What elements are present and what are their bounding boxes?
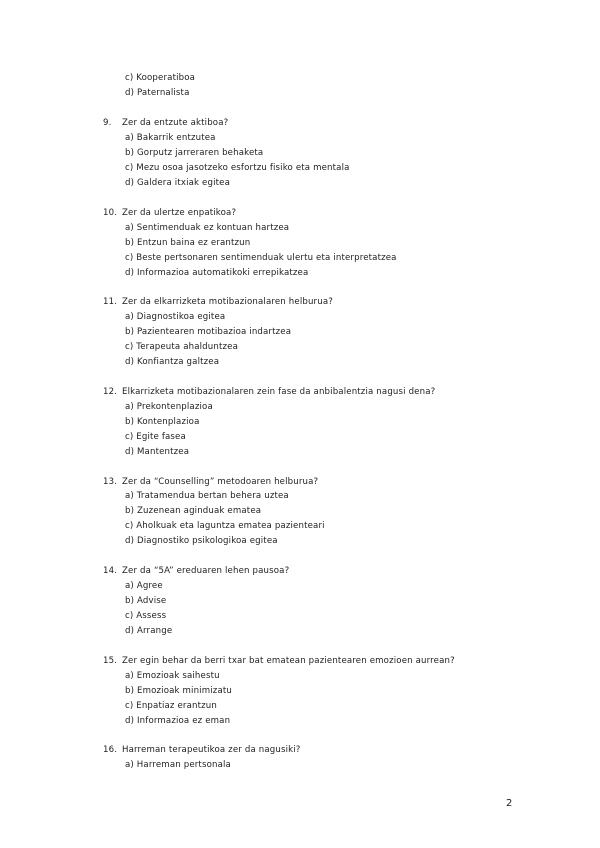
question-text: Zer da “Counselling” metodoaren helburua? [122,477,319,487]
question-number: 14. [103,566,118,576]
question-number: 16. [103,745,118,755]
question-text: Zer da elkarrizketa motibazionalaren helburua? [122,297,333,307]
question-number: 10. [103,208,118,218]
question-number: 15. [103,656,118,666]
question-text: Elkarrizketa motibazionalaren zein fase da anbibalentzia nagusi dena? [122,387,436,397]
question-text: Zer egin behar da berri txar bat ematean pazientearen emozioen aurrean? [122,656,455,666]
question-text: Zer da ulertze enpatikoa? [122,208,237,218]
question-number: 13. [103,477,118,487]
question-text: Zer da “5A” ereduaren lehen pausoa? [122,566,290,576]
page-number: 2 [506,798,513,809]
question-text: Harreman terapeutikoa zer da nagusiki? [122,745,301,755]
question-number: 9. [103,118,112,128]
question-number: 11. [103,297,118,307]
document-page: c) Kooperatiboa d) Paternalista 9. Zer da entzute aktiboa? a) Bakarrik entzutea b) Gorputz jarreraren behaketa c) Mezu osoa jasotzeko esfortzu fisiko eta mentala d) Galdera itxiak egitea 10. Zer da ulertze enpatikoa? a) Sentimenduak ez kontuan hartzea b) Entzun baina ez erantzun c) Beste pertsonaren sentimenduak ulertu eta interpretatzea d) Informazioa automatikoki errepikatzea 11. Zer da elkarrizketa motibazionalaren helburua? a) Diagnostikoa egitea b) Pazientearen motibazioa indartzea c) Terapeuta ahalduntzea d) Konfiantza galtzea 12. Elkarrizketa motibazionalaren zein fase da anbibalentzia nagusi dena? a) Prekontenplazioa b) Kontenplazioa c) Egite fasea d) Mantentzea 13. Zer da “Counselling” metodoaren helburua? a) Tratamendua bertan behera uztea b) Zuzenean aginduak ematea c) Aholkuak eta laguntza ematea pazienteari d) Diagnostiko psikologikoa egitea 14. Zer da “5A” ereduaren lehen pausoa? a) Agree b) Advise c) Assess d) Arrange 15. Zer egin behar da berri txar bat ematean pazientearen emozioen aurrean? a) Emozioak saihestu b) Emozioak minimizatu c) Enpatiaz erantzun d) Informazioa ez eman 16. Harreman terapeutikoa zer da nagusiki? a) Harreman pertsonala 2 [103,73,513,809]
question-number: 12. [103,387,118,397]
question-text: Zer da entzute aktiboa? [122,118,229,128]
